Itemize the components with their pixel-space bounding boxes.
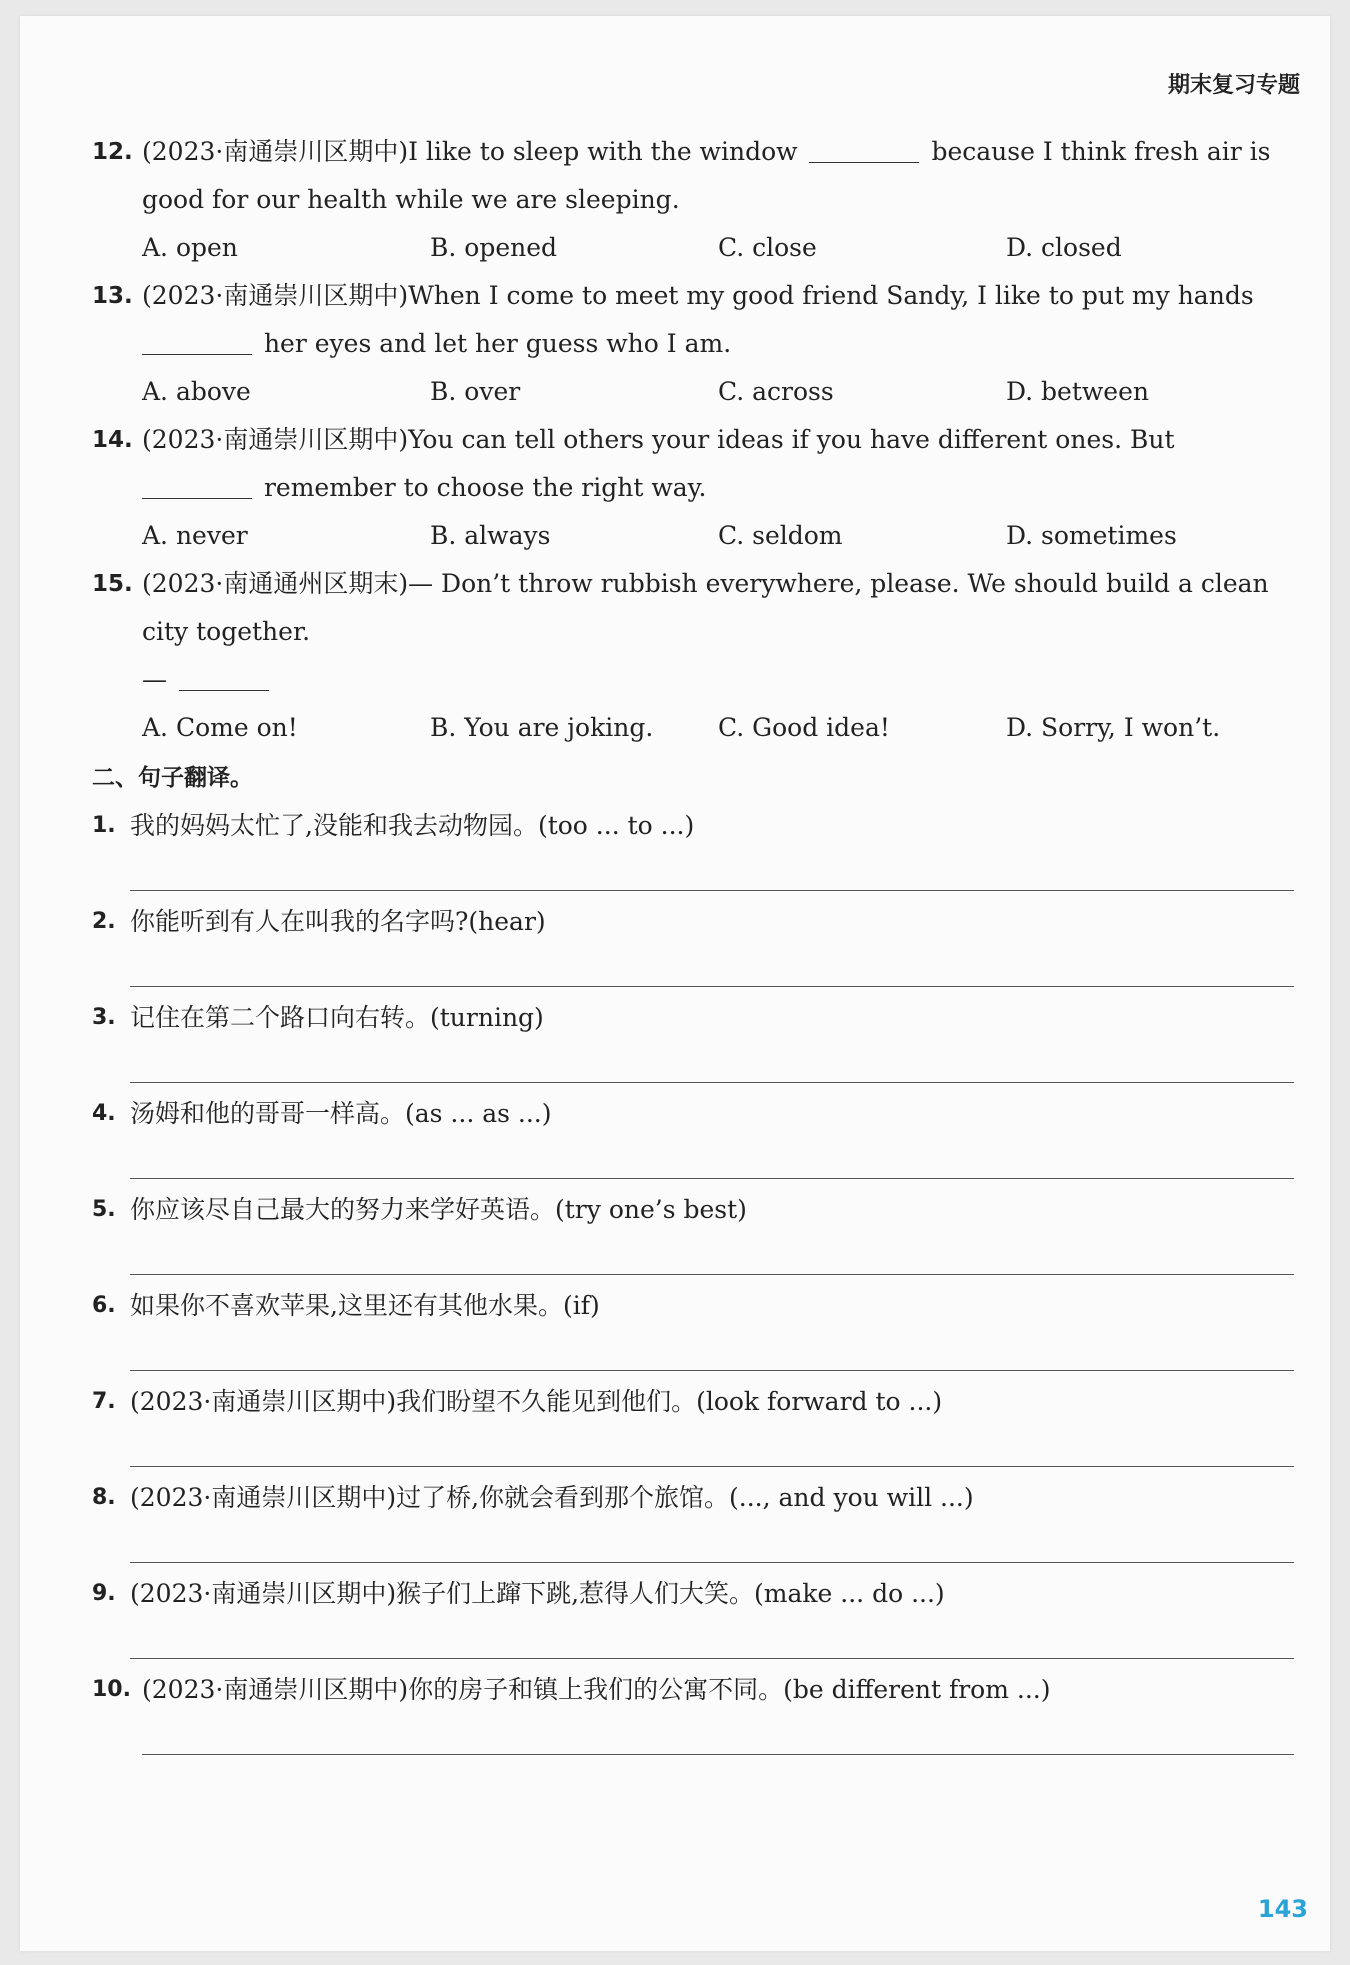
item-text: 你能听到有人在叫我的名字吗?(hear) bbox=[130, 907, 546, 936]
question-source: (2023·南通崇川区期中) bbox=[142, 137, 409, 166]
options-15 bbox=[92, 704, 1302, 752]
option-a[interactable]: A. Come on! bbox=[142, 713, 298, 742]
translation-item-2 bbox=[92, 898, 1302, 994]
item-source: (2023·南通崇川区期中) bbox=[130, 1387, 397, 1416]
item-number: 6. bbox=[92, 1293, 116, 1318]
translation-item-10 bbox=[92, 1666, 1302, 1762]
answer-blank[interactable] bbox=[179, 689, 269, 691]
question-line2: remember to choose the right way. bbox=[263, 473, 707, 502]
translation-item-6 bbox=[92, 1282, 1302, 1378]
item-source: (2023·南通崇川区期中) bbox=[130, 1483, 397, 1512]
option-d[interactable]: D. between bbox=[1006, 377, 1149, 406]
translation-item-4 bbox=[92, 1090, 1302, 1186]
question-14 bbox=[92, 416, 1302, 512]
question-number: 13. bbox=[92, 283, 133, 309]
section-title: 二、句子翻译。 bbox=[92, 765, 253, 791]
question-line2: her eyes and let her guess who I am. bbox=[263, 329, 732, 358]
question-text: You can tell others your ideas if you have different ones. But bbox=[408, 425, 1175, 454]
page-number: 143 bbox=[1257, 1895, 1308, 1923]
option-c[interactable]: C. seldom bbox=[718, 521, 843, 550]
answer-line[interactable] bbox=[142, 1706, 1294, 1755]
answer-blank[interactable] bbox=[809, 161, 919, 163]
item-source: (2023·南通崇川区期中) bbox=[130, 1579, 397, 1608]
item-number: 2. bbox=[92, 909, 116, 934]
item-number: 5. bbox=[92, 1197, 116, 1222]
option-d[interactable]: D. closed bbox=[1006, 233, 1122, 262]
item-number: 4. bbox=[92, 1101, 116, 1126]
answer-line[interactable] bbox=[130, 938, 1294, 987]
item-number: 3. bbox=[92, 1005, 116, 1030]
answer-line[interactable] bbox=[130, 1226, 1294, 1275]
item-source: (2023·南通崇川区期中) bbox=[142, 1675, 409, 1704]
answer-blank[interactable] bbox=[142, 497, 252, 499]
option-b[interactable]: B. opened bbox=[430, 233, 558, 262]
item-text: 汤姆和他的哥哥一样高。(as ... as ...) bbox=[130, 1099, 552, 1128]
item-text: 猴子们上蹿下跳,惹得人们大笑。(make ... do ...) bbox=[396, 1579, 945, 1608]
option-d[interactable]: D. Sorry, I won’t. bbox=[1006, 713, 1221, 742]
translation-item-5 bbox=[92, 1186, 1302, 1282]
question-text: When I come to meet my good friend Sandy, I like to put my hands bbox=[408, 281, 1254, 310]
translation-item-9 bbox=[92, 1570, 1302, 1666]
answer-blank[interactable] bbox=[142, 353, 252, 355]
answer-line[interactable] bbox=[130, 1418, 1294, 1467]
answer-line[interactable] bbox=[130, 1514, 1294, 1563]
item-number: 8. bbox=[92, 1485, 116, 1510]
answer-line[interactable] bbox=[130, 1610, 1294, 1659]
question-line2: city together. bbox=[142, 617, 311, 646]
item-number: 9. bbox=[92, 1581, 116, 1606]
question-source: (2023·南通崇川区期中) bbox=[142, 281, 409, 310]
question-text-after: because I think fresh air is bbox=[931, 137, 1271, 166]
option-d[interactable]: D. sometimes bbox=[1006, 521, 1177, 550]
item-text: 我的妈妈太忙了,没能和我去动物园。(too ... to ...) bbox=[130, 811, 695, 840]
option-b[interactable]: B. over bbox=[430, 377, 521, 406]
question-number: 12. bbox=[92, 139, 133, 165]
translation-item-3 bbox=[92, 994, 1302, 1090]
item-text: 过了桥,你就会看到那个旅馆。(..., and you will ...) bbox=[396, 1483, 974, 1512]
answer-line[interactable] bbox=[130, 1322, 1294, 1371]
translation-item-1 bbox=[92, 802, 1302, 898]
answer-line[interactable] bbox=[130, 1034, 1294, 1083]
item-number: 7. bbox=[92, 1389, 116, 1414]
item-number: 1. bbox=[92, 813, 116, 838]
question-source: (2023·南通通州区期末) bbox=[142, 569, 409, 598]
option-b[interactable]: B. always bbox=[430, 521, 551, 550]
options-13 bbox=[92, 368, 1302, 416]
item-text: 如果你不喜欢苹果,这里还有其他水果。(if) bbox=[130, 1291, 600, 1320]
question-line2: good for our health while we are sleeping. bbox=[142, 185, 680, 214]
answer-line[interactable] bbox=[130, 1130, 1294, 1179]
question-source: (2023·南通崇川区期中) bbox=[142, 425, 409, 454]
option-c[interactable]: C. across bbox=[718, 377, 834, 406]
question-number: 15. bbox=[92, 571, 133, 597]
item-text: 记住在第二个路口向右转。(turning) bbox=[130, 1003, 544, 1032]
content bbox=[92, 128, 1302, 1762]
question-12 bbox=[92, 128, 1302, 224]
translation-item-8 bbox=[92, 1474, 1302, 1570]
translation-item-7 bbox=[92, 1378, 1302, 1474]
question-text: — Don’t throw rubbish everywhere, please. We should build a clean bbox=[408, 569, 1269, 598]
item-text: 你的房子和镇上我们的公寓不同。(be different from ...) bbox=[408, 1675, 1051, 1704]
options-12 bbox=[92, 224, 1302, 272]
answer-line[interactable] bbox=[130, 842, 1294, 891]
option-a[interactable]: A. never bbox=[142, 521, 248, 550]
page-header-title: 期末复习专题 bbox=[1167, 73, 1300, 98]
option-a[interactable]: A. open bbox=[142, 233, 238, 262]
reply-dash: — bbox=[142, 665, 167, 694]
item-number: 10. bbox=[92, 1677, 131, 1702]
option-c[interactable]: C. Good idea! bbox=[718, 713, 890, 742]
question-text: I like to sleep with the window bbox=[408, 137, 798, 166]
option-b[interactable]: B. You are joking. bbox=[430, 713, 654, 742]
item-text: 我们盼望不久能见到他们。(look forward to ...) bbox=[396, 1387, 943, 1416]
options-14 bbox=[92, 512, 1302, 560]
worksheet-page bbox=[20, 16, 1330, 1951]
question-13 bbox=[92, 272, 1302, 368]
item-text: 你应该尽自己最大的努力来学好英语。(try one’s best) bbox=[130, 1195, 747, 1224]
question-15 bbox=[92, 560, 1302, 704]
option-a[interactable]: A. above bbox=[142, 377, 251, 406]
option-c[interactable]: C. close bbox=[718, 233, 817, 262]
question-number: 14. bbox=[92, 427, 133, 453]
